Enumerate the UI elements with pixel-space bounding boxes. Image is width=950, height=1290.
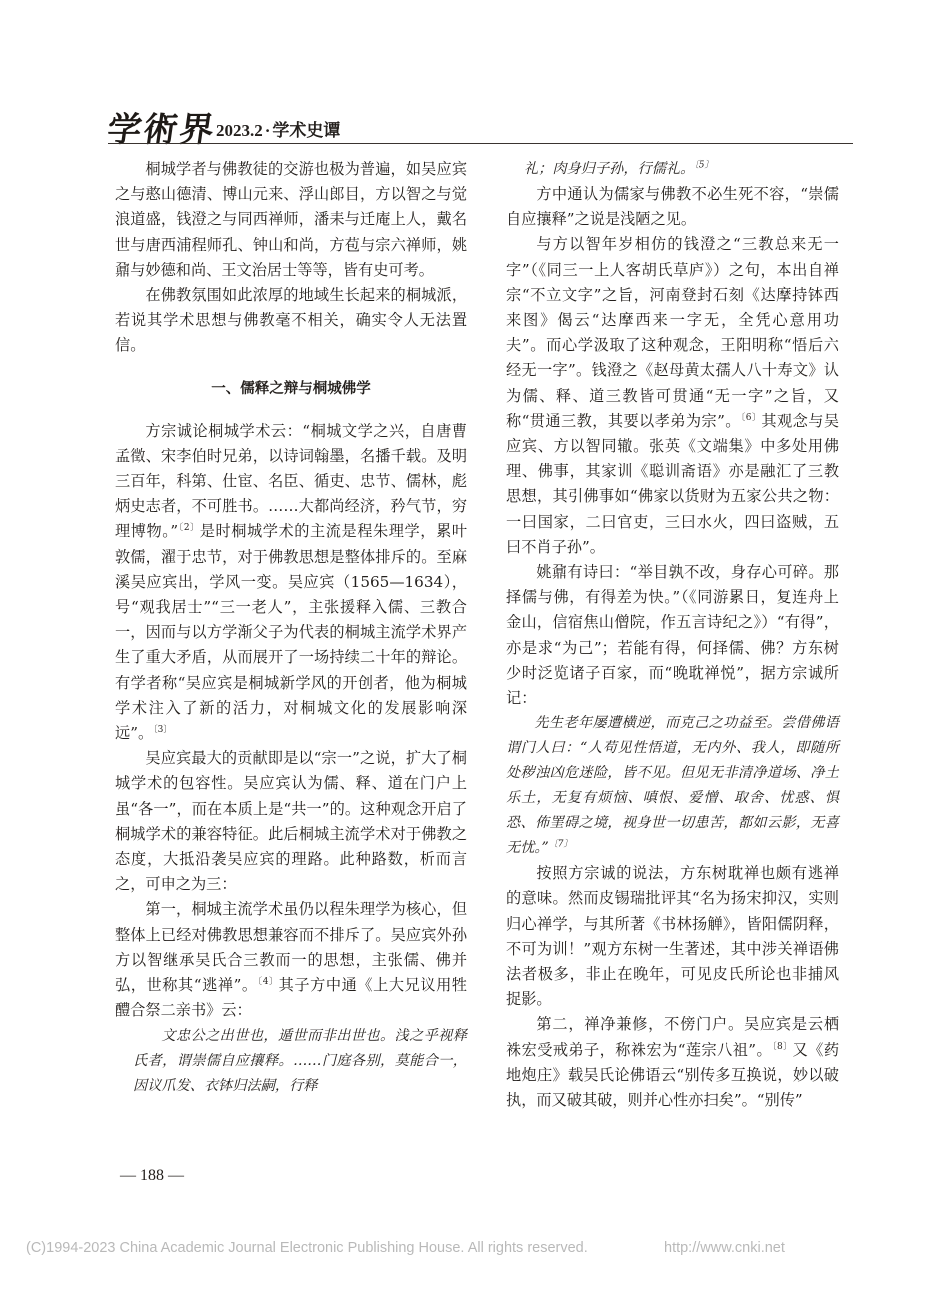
copyright-footer [26, 1240, 926, 1256]
issue-number: 2023.2 [216, 121, 263, 140]
journal-logo: 学術界 [104, 110, 219, 150]
column-name: 学术史谭 [272, 121, 341, 140]
citation: 〔5〕 [694, 160, 714, 171]
paragraph: 姚鼐有诗曰：“举目孰不改，身存心可碎。那择儒与佛，有得差为快。”（《同游累日，复连舟上金山，信宿焦山僧院，作五言诗纪之》）“有得”，亦是求“为己”；若能有得，何择儒、佛？方东树少时泛览诸子百家，而“晚耽禅悦”，据方宗诚所记： [506, 563, 839, 708]
copyright-text: (C)1994-2023 China Academic Journal Electronic Publishing House. All rights reserved. [26, 1240, 588, 1256]
paragraph: 方中通认为儒家与佛教不必生死不容，“崇儒自应攘释”之说是浅陋之见。 [506, 185, 839, 229]
right-column [506, 157, 839, 1113]
paragraph: 在佛教氛围如此浓厚的地域生长起来的桐城派，若说其学术思想与佛教毫不相关，确实令人无法置信。 [115, 286, 467, 355]
left-column [115, 157, 467, 1099]
citation: 〔6〕 [740, 412, 762, 423]
block-quote: 先生老年屡遭横逆，而克己之功益至。尝借佛语谓门人曰：“人苟见性悟道，无内外、我人，即随所处秽浊凶危迷险，皆不见。但见无非清净道场、净土乐土，无复有烦恼、嗔恨、爱憎、取舍、忧惑、惧恐、佈罣碍之境，视身世一切患苦，都如云影，无喜无忧。”$^{〔7〕}$ [506, 715, 839, 857]
citation: 〔4〕 [257, 977, 279, 988]
block-quote-continued: 礼；肉身归子孙，行儒礼。$^{〔5〕}$ [524, 160, 714, 177]
page-number: — 188 — [120, 1167, 184, 1184]
citation: 〔3〕 [153, 725, 173, 735]
paragraph: 按照方宗诚的说法，方东树耽禅也颇有逃禅的意味。然而皮锡瑞批评其“名为扬宋抑汉，实则归心禅学，与其所著《书林扬觯》，皆阳儒阴释，不可为训！”观方东树一生著述，其中涉关禅语佛法者极多，非止在晚年，可见皮氏所论也非捕风捉影。 [506, 864, 839, 1009]
citation: 〔7〕 [548, 839, 573, 850]
block-quote: 文忠公之出世也，遁世而非出世也。浅之乎视释氏者，谓崇儒自应攘释。……门庭各别，莫能合一，因议爪发、衣钵归法嗣，行释 [133, 1027, 467, 1094]
paragraph: 方宗诚论桐城学术云：“桐城文学之兴，自唐曹孟徵、宋李伯时兄弟，以诗词翰墨，名播千载。及明三百年，科第、仕宦、名臣、循吏、忠节、儒林，彪炳史志者，不可胜书。……大都尚经济，矜气节，穷理博物。”$^{〔2〕}$是时桐城学术的主流是程朱理学，累叶敦儒，濯于忠节，对于佛教思想是整体排斥的。至麻溪吴应宾出，学风一变。吴应宾（1565—1634），号“观我居士”“三一老人”，主张援释入儒、三教合一，因而与以方学渐父子为代表的桐城主流学术界产生了重大矛盾，从而展开了一场持续二十年的辩论。有学者称“吴应宾是桐城新学风的开创者，他为桐城学术注入了新的活力，对桐城文化的发展影响深远”。$^{〔3〕}$ [115, 421, 468, 743]
citation: 〔8〕 [772, 1041, 793, 1052]
paragraph: 第一，桐城主流学术虽仍以程朱理学为核心，但整体上已经对佛教思想兼容而不排斥了。吴应宾外孙方以智继承吴氏合三教而一的思想，主张儒、佛并弘，世称其“逃禅”。$^{〔4〕}$其子方中通《上大兄议用牲醴合祭二亲书》云： [115, 900, 468, 1020]
paragraph: 与方以智年岁相仿的钱澄之“三教总来无一字”（《同三一上人客胡氏草庐》）之句，本出自禅宗“不立文字”之旨，河南登封石刻《达摩持钵西来图》偈云“达摩西来一字无，全凭心意用功夫”。而心学汲取了这种观念，王阳明称“悟后六经无一字”。钱澄之《赵母黄太孺人八十寿文》认为儒、释、道三教皆可贯通“无一字”之旨，又称“贯通三教，其要以孝弟为宗”。$^{〔6〕}$其观念与吴应宾、方以智同辙。张英《文端集》中多处用佛理、佛事，其家训《聪训斋语》亦是融汇了三教思想，其引佛事如“佛家以货财为五家公共之物：一曰国家，二曰官吏，三曰水火，四曰盗贼，五曰不肖子孙”。 [506, 235, 840, 556]
cnki-link[interactable]: http://www.cnki.net [664, 1240, 785, 1256]
issue-label: 2023.2 · 学术史谭 [216, 121, 341, 140]
section-heading: 一、儒释之辩与桐城佛学 [211, 380, 371, 397]
paragraph: 桐城学者与佛教徒的交游也极为普遍，如吴应宾之与憨山德清、博山元来、浮山郎目，方以智之与觉浪道盛，钱澄之与同西禅师，潘耒与迁庵上人，戴名世与唐西浦程师孔、钟山和尚，方苞与宗六禅师，姚鼐与妙德和尚、王文治居士等等，皆有史可考。 [115, 160, 467, 279]
citation: 〔2〕 [178, 523, 200, 534]
paragraph: 第二，禅净兼修，不傍门户。吴应宾是云栖袾宏受戒弟子，称袾宏为“莲宗八祖”。$^{〔8〕}$又《药地炮庄》载吴氏论佛语云“别传多互换说，妙以破执，而又破其破，则并心性亦扫矣”。“别传” [506, 1015, 840, 1110]
header-rule [108, 143, 853, 144]
journal-header [104, 100, 853, 150]
paragraph: 吴应宾最大的贡献即是以“宗一”之说，扩大了桐城学术的包容性。吴应宾认为儒、释、道在门户上虽“各一”，而在本质上是“共一”的。这种观念开启了桐城学术的兼容特征。此后桐城主流学术对于佛教之态度，大抵沿袭吴应宾的理路。此种路数，析而言之，可申之为三： [115, 749, 467, 894]
